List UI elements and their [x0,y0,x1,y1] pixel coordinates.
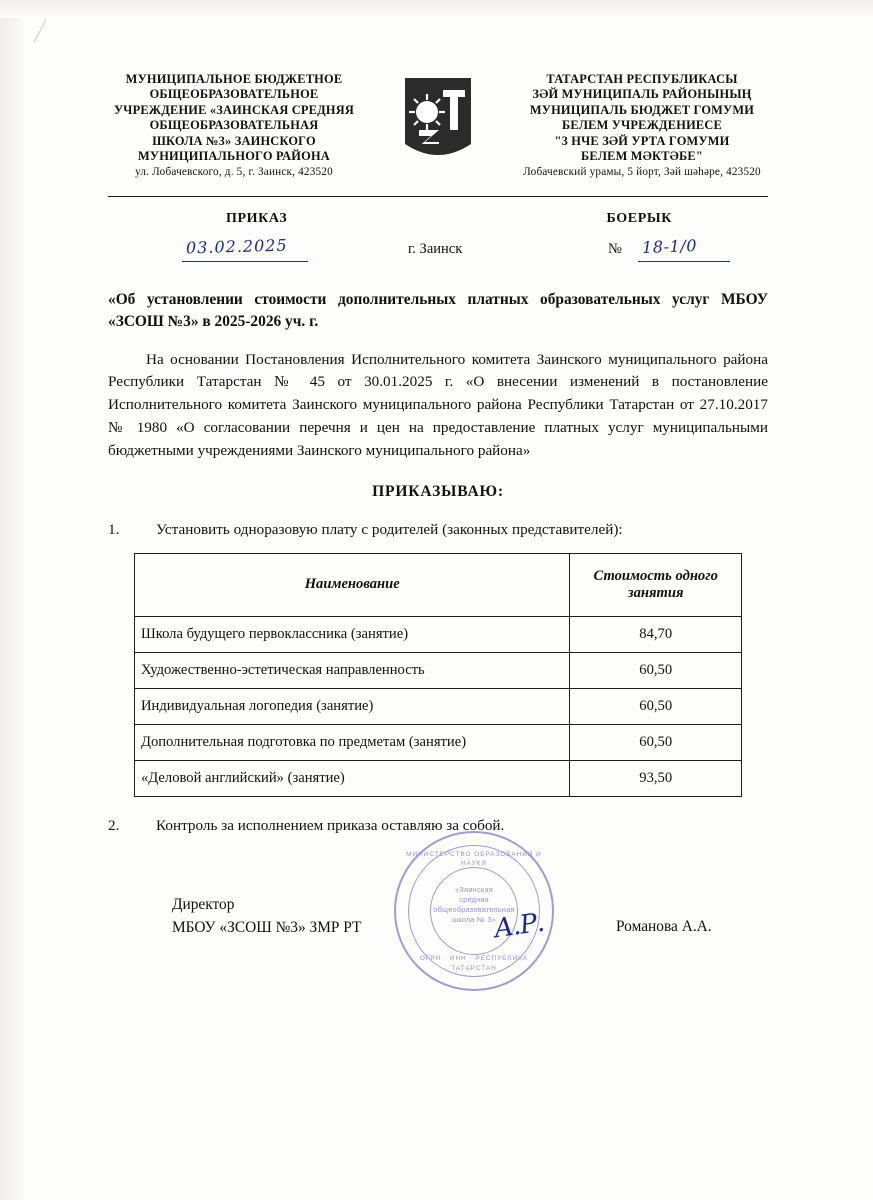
table-cell-price: 60,50 [570,652,742,688]
order-number-handwritten: 18-1/0 [641,235,698,257]
letterhead-tatar [516,72,768,180]
order-command-word: ПРИКАЗЫВАЮ [372,482,498,500]
list-item-1 [108,521,768,539]
scan-edge-top [0,0,873,18]
letterhead-tt-line-3: МУНИЦИПАЛЬ БЮДЖЕТ ГОМУМИ [529,102,755,117]
letterhead-russian [108,72,360,180]
table-row [135,652,742,688]
signatory-name: Романова А.А. [616,917,712,935]
table-row [135,688,742,724]
stamp-arc-bottom: ОГРН · ИНН · РЕСПУБЛИКА ТАТАРСТАН [419,955,529,973]
letterhead [108,72,768,180]
order-number-label: № [608,240,622,257]
coat-of-arms-icon [401,76,475,162]
order-number-underline [638,261,730,262]
table-cell-name: Школа будущего первоклассника (занятие) [135,616,570,652]
letterhead-ru-line-6: МУНИЦИПАЛЬНОГО РАЙОНА [138,148,330,163]
stamp-center-line-1: «Заинская [455,884,493,894]
letterhead-tt-line-4: БЕЛЕМ УЧРЕЖДЕНИЕСЕ [562,118,722,133]
table-header-row [135,553,742,616]
table-row [135,616,742,652]
table-row [135,760,742,796]
table-cell-name: «Деловой английский» (занятие) [135,760,570,796]
order-city: г. Заинск [408,240,463,257]
order-date-handwritten: 03.02.2025 [185,235,288,258]
handwritten-signature: А.Р. [492,907,546,944]
letterhead-ru-line-1: МУНИЦИПАЛЬНОЕ БЮДЖЕТНОЕ [125,72,343,86]
letterhead-tt-line-2: ЗӘЙ МУНИЦИПАЛЬ РАЙОНЫНЫҢ [532,87,752,102]
order-command-heading [108,483,768,501]
letterhead-ru-line-4: ОБЩЕОБРАЗОВАТЕЛЬНАЯ [149,118,319,133]
list-item-2-number: 2. [108,816,120,834]
order-meta-row [108,235,768,273]
body-paragraph: На основании Постановления Исполнительного комитета Заинского муниципального района Республики Татарстан № 45 от 30.01.2025 г. «О внесении изменений в постановление Исполнительного комитета Заинского муниципального района Республики Татарстан от 27.10.2017 № 1980 «О согласовании перечня и цен на предоставление платных услуг муниципальными бюджетными учреждениями Заинского муниципального района» [108,350,768,459]
letterhead-tt-address: Лобачевский урамы, 5 йорт, Зәй шәһәре, 423520 [523,166,761,179]
signature-block [108,850,768,1003]
letterhead-tt-line-1: ТАТАРСТАН РЕСПУБЛИКАСЫ [546,72,738,86]
stamp-center-line-4: школа № 3» [452,914,496,924]
list-item-1-text: Установить одноразовую плату с родителей (законных представителей): [156,520,623,538]
price-table [134,553,742,797]
document-content [108,72,768,1003]
list-item-2-text: Контроль за исполнением приказа оставляю за собой. [156,816,505,834]
stamp-center-line-3: общеобразовательная [433,904,515,914]
order-type-row [108,211,768,227]
letterhead-ru-line-2: ОБЩЕОБРАЗОВАТЕЛЬНОЕ [149,87,319,102]
signature-role-line-1: Директор [172,895,235,913]
stamp-center-line-2: средняя [459,894,489,904]
order-date-underline [182,261,308,262]
signature-role-line-2: МБОУ «ЗСОШ №3» ЗМР РТ [172,918,362,936]
order-label-ru: ПРИКАЗ [226,210,288,226]
table-cell-name: Индивидуальная логопедия (занятие) [135,688,570,724]
header-divider [108,196,768,197]
letterhead-tt-line-5: "3 НЧЕ ЗӘЙ УРТА ГОМУМИ [554,133,730,148]
letterhead-tt-line-6: БЕЛЕМ МӘКТӘБЕ" [581,148,703,163]
scan-corner-mark [33,19,69,55]
table-cell-price: 84,70 [570,616,742,652]
table-header-price: Стоимость одного занятия [570,553,742,616]
document-title: «Об установлении стоимости дополнительных платных образовательных услуг МБОУ «ЗСОШ №3» в 2025-2026 уч. г. [108,290,768,330]
table-cell-price: 60,50 [570,724,742,760]
order-command-colon: : [497,482,504,500]
table-header-name: Наименование [135,553,570,616]
table-cell-price: 93,50 [570,760,742,796]
letterhead-ru-line-3: УЧРЕЖДЕНИЕ «ЗАИНСКАЯ СРЕДНЯЯ [113,102,355,117]
table-cell-name: Художественно-эстетическая направленность [135,652,570,688]
stamp-arc-top: МИНИСТЕРСТВО ОБРАЗОВАНИЯ И НАУКИ [406,850,542,868]
table-row [135,724,742,760]
table-cell-name: Дополнительная подготовка по предметам (занятие) [135,724,570,760]
order-label-tt: БОЕРЫК [606,210,672,226]
signature-role [172,893,361,939]
list-item-2 [108,817,768,835]
scan-edge-left [0,0,26,1200]
letterhead-ru-address: ул. Лобачевского, д. 5, г. Заинск, 423520 [135,166,333,179]
letterhead-ru-line-5: ШКОЛА №3» ЗАИНСКОГО [152,133,316,148]
list-item-1-number: 1. [108,520,120,538]
table-cell-price: 60,50 [570,688,742,724]
